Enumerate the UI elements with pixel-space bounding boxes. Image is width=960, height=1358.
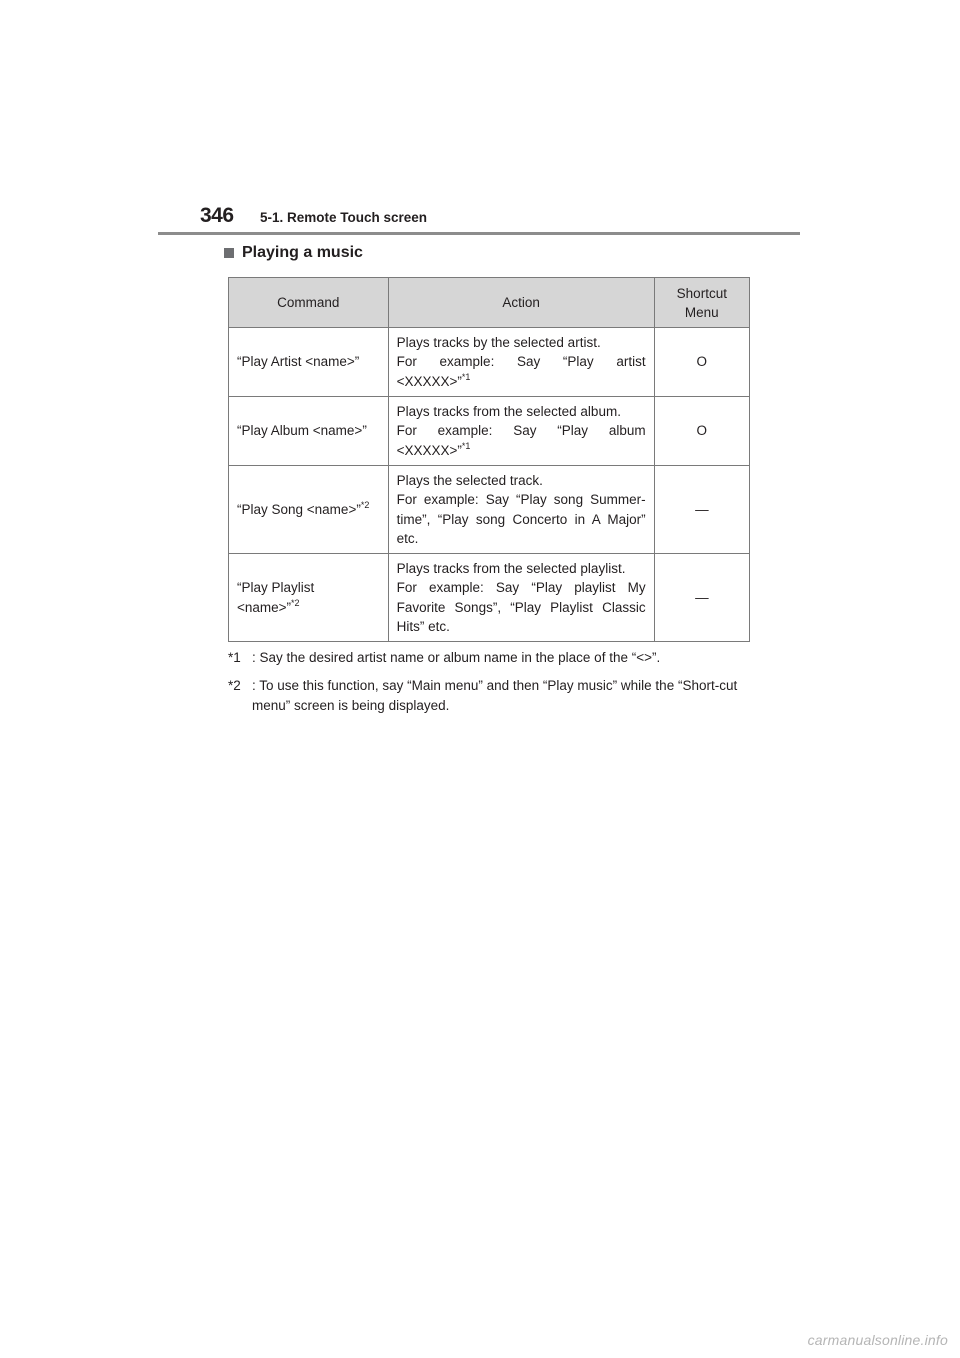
action-example: For example: Say “Play artist <box>396 354 646 370</box>
page-number: 346 <box>200 204 234 227</box>
command-footnote: *2 <box>360 499 370 510</box>
action-cell <box>388 554 654 642</box>
header-shortcut-line2: Menu <box>684 304 719 320</box>
shortcut-cell: O <box>654 397 749 466</box>
action-example-end <box>397 441 646 461</box>
header-divider <box>158 232 800 235</box>
footnote-mark: *1 <box>228 650 241 665</box>
action-example-tail: <XXXXX>” <box>396 373 462 389</box>
action-cell <box>388 466 654 554</box>
action-footnote: *1 <box>461 371 471 382</box>
footnotes <box>228 648 768 724</box>
header-command: Command <box>229 278 389 328</box>
section-heading <box>224 244 363 262</box>
shortcut-cell: — <box>654 466 749 554</box>
action-description: Plays tracks by the selected artist. <box>396 334 601 350</box>
shortcut-cell: — <box>654 554 749 642</box>
command-cell <box>229 554 389 642</box>
footnote-2 <box>228 676 768 716</box>
footnote-text: : Say the desired artist name or album name in the place of the “<>”. <box>252 650 661 665</box>
action-example-tail: <XXXXX>” <box>396 442 462 458</box>
heading-title: Playing a music <box>242 244 363 261</box>
shortcut-cell: O <box>654 328 749 397</box>
watermark: carmanualsonline.info <box>807 1332 948 1348</box>
action-example-end <box>397 372 646 392</box>
action-example: For example: Say “Play album <box>396 423 646 439</box>
section-title: 5-1. Remote Touch screen <box>260 210 428 225</box>
command-footnote: *2 <box>291 597 300 608</box>
action-description: Plays tracks from the selected playlist. <box>396 560 626 576</box>
command-cell <box>229 397 389 466</box>
action-example: For example: Say “Play playlist My Favorite Songs”, “Play Playlist Classic Hits” etc. <box>396 580 646 634</box>
table-row <box>229 466 750 554</box>
action-description: Plays the selected track. <box>396 472 543 488</box>
command-text: “Play Song <name>” <box>237 501 361 517</box>
action-description: Plays tracks from the selected album. <box>396 403 621 419</box>
header-action: Action <box>388 278 654 328</box>
voice-command-table <box>228 277 750 642</box>
command-cell <box>229 328 389 397</box>
command-text-line2-wrap <box>237 598 380 618</box>
command-text-line1: “Play Playlist <box>237 580 315 595</box>
action-footnote: *1 <box>461 440 471 451</box>
table-header-row <box>229 278 750 328</box>
page-header <box>200 204 800 234</box>
action-cell <box>388 397 654 466</box>
header-shortcut-menu <box>654 278 749 328</box>
footnote-1 <box>228 648 768 668</box>
command-cell <box>229 466 389 554</box>
command-text-line2: <name>” <box>237 599 292 615</box>
action-cell <box>388 328 654 397</box>
footnote-text: : To use this function, say “Main menu” and then “Play music” while the “Short-cut menu” screen is being displayed. <box>252 678 738 713</box>
footnote-mark: *2 <box>228 678 241 693</box>
action-example: For example: Say “Play song Summer-time”, “Play song Concerto in A Major” etc. <box>396 492 646 546</box>
header-shortcut-line1: Shortcut <box>676 285 727 301</box>
square-bullet-icon <box>224 248 234 258</box>
table-row <box>229 328 750 397</box>
command-text: “Play Artist <name>” <box>237 354 360 370</box>
table-row <box>229 554 750 642</box>
command-text: “Play Album <name>” <box>237 423 367 439</box>
table-row <box>229 397 750 466</box>
